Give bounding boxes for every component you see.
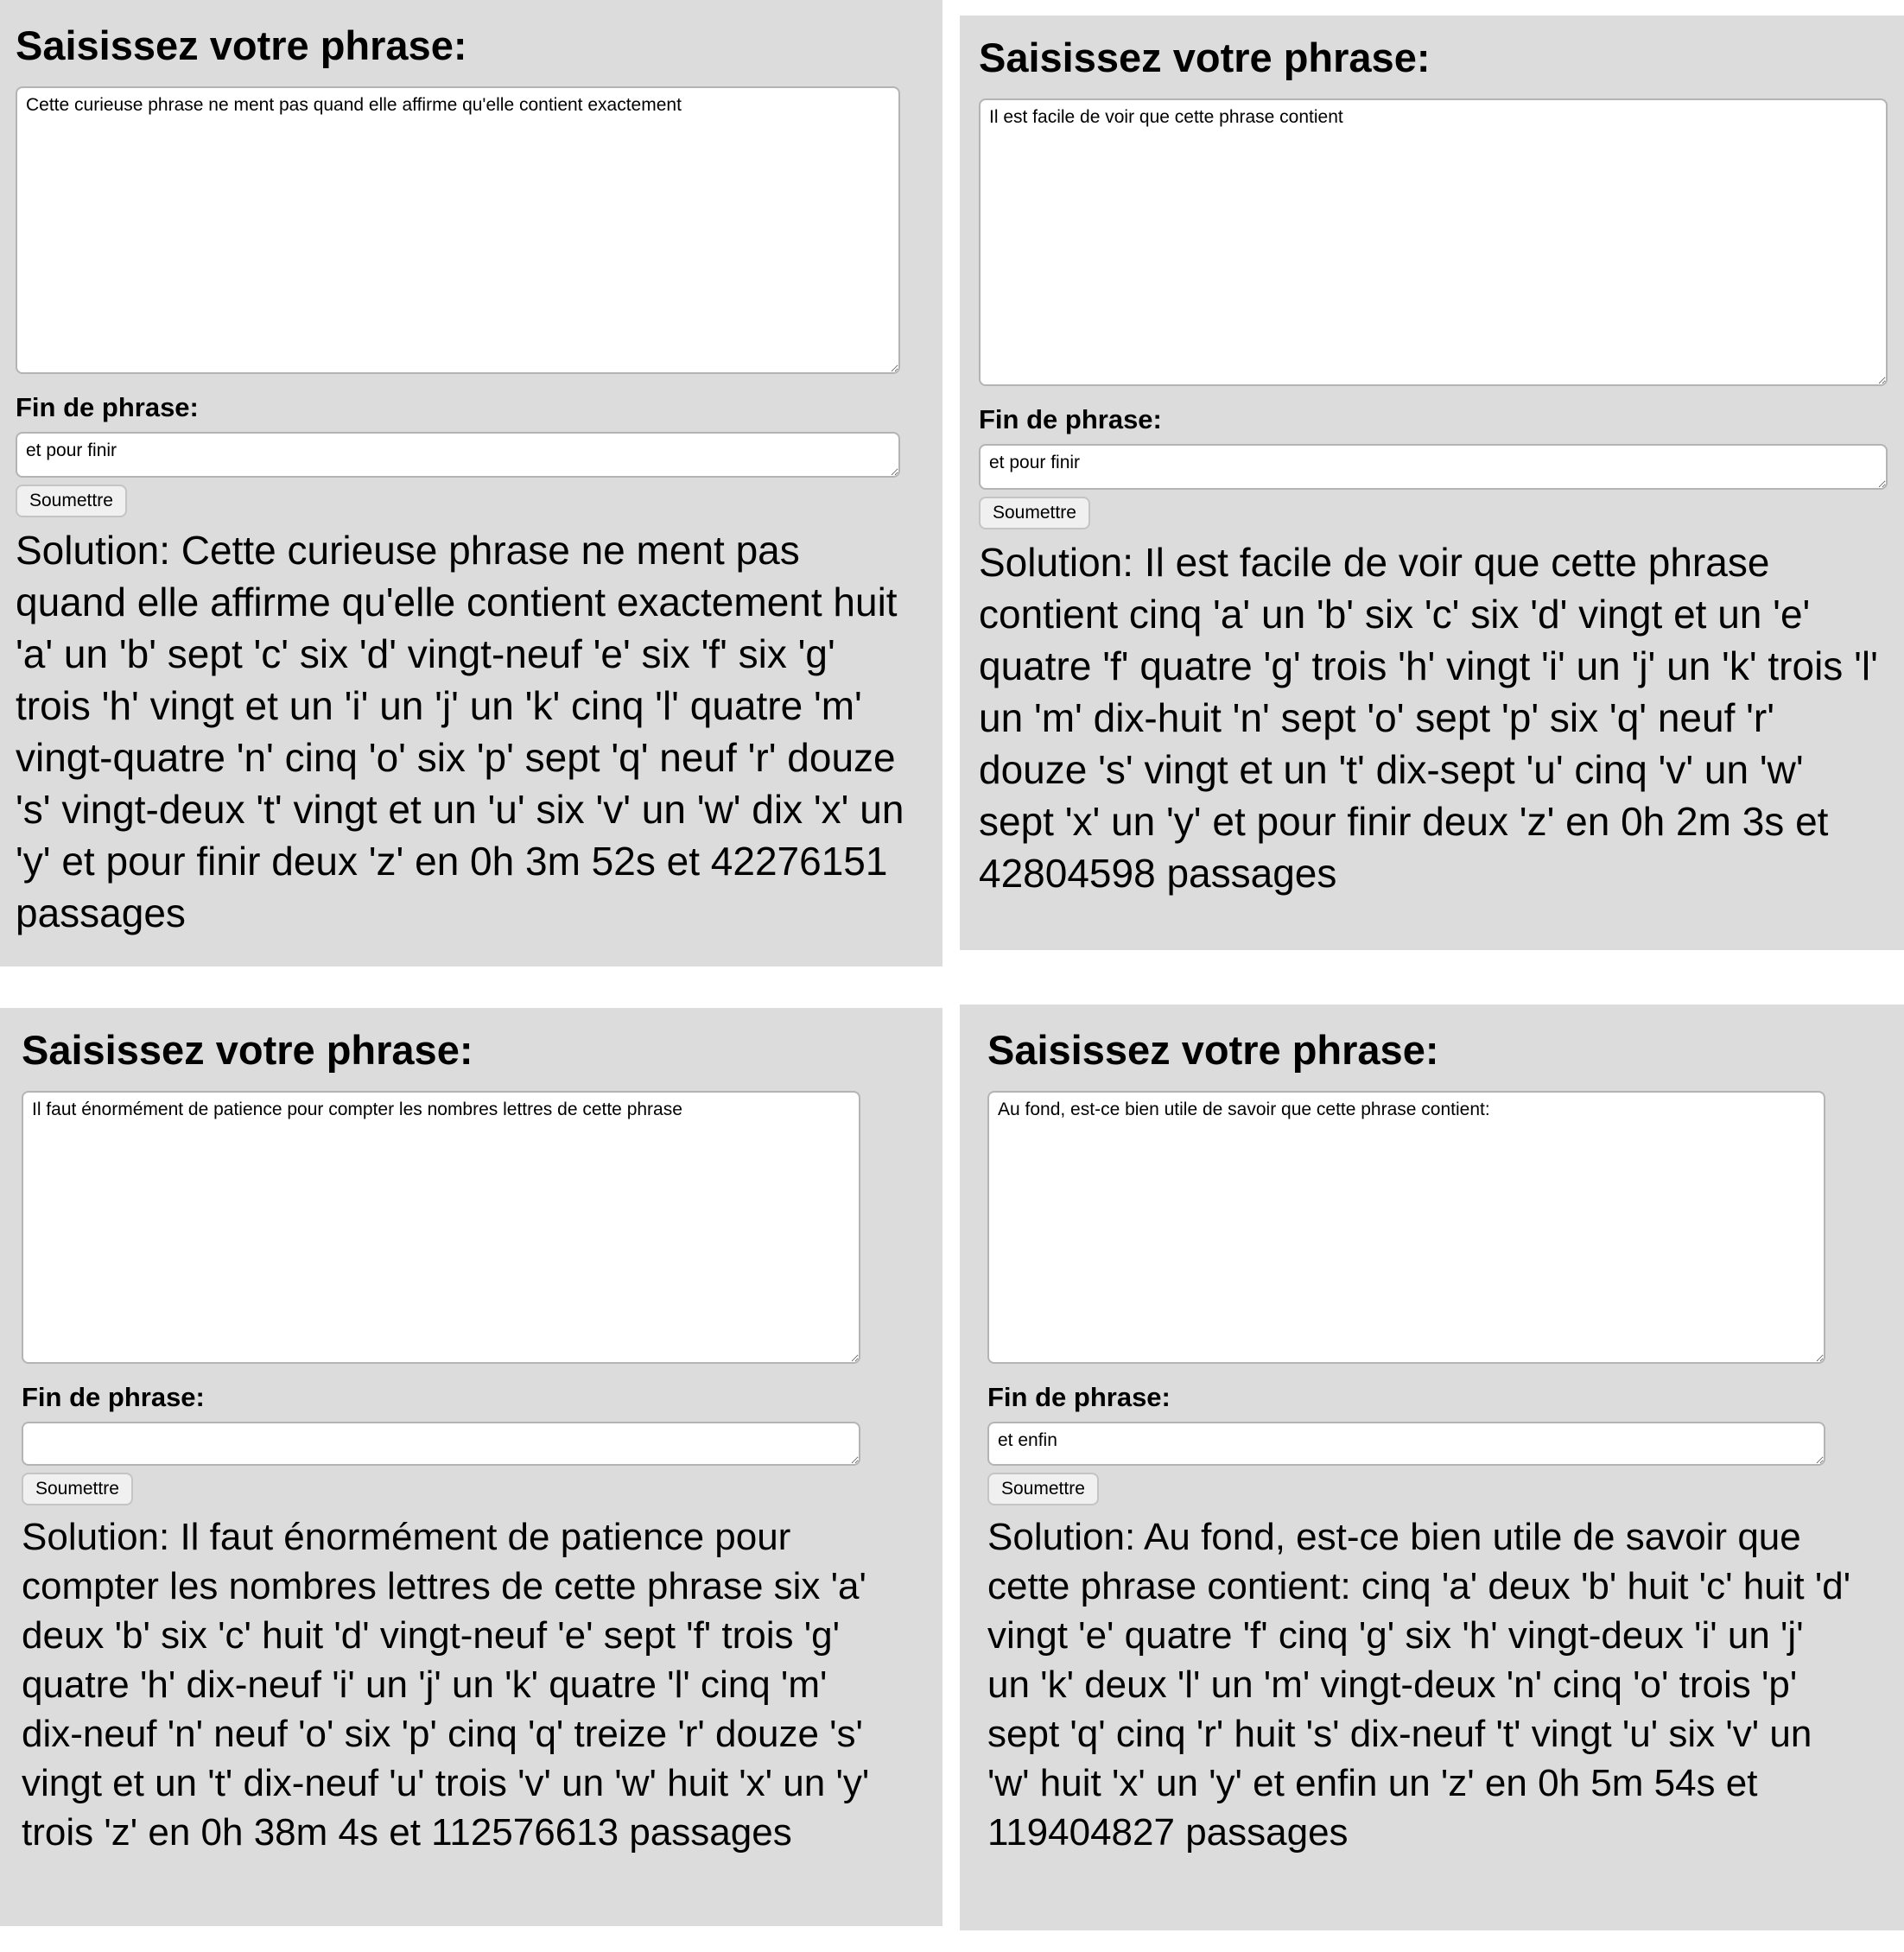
end-phrase-input[interactable]: [16, 432, 900, 478]
end-phrase-label: Fin de phrase:: [979, 404, 1162, 434]
form-panel-2: [960, 16, 1904, 950]
end-phrase-input[interactable]: [987, 1422, 1825, 1466]
end-phrase-label: Fin de phrase:: [987, 1382, 1171, 1412]
submit-button[interactable]: Soumettre: [16, 485, 127, 517]
end-phrase-label: Fin de phrase:: [16, 392, 199, 422]
phrase-input[interactable]: [22, 1091, 860, 1364]
phrase-input[interactable]: [979, 98, 1888, 386]
solution-text: Solution: Il faut énormément de patience pour compter les nombres lettres de cette phrase six 'a' deux 'b' six 'c' huit 'd' vingt-neuf 'e' sept 'f' trois 'g' quatre 'h' dix-neuf 'i' un 'j' un 'k' quatre 'l' cinq 'm' dix-neuf 'n' neuf 'o' six 'p' cinq 'q' treize 'r' douze 's' vingt et un 't' dix-neuf 'u' trois 'v' un 'w' huit 'x' un 'y' trois 'z' en 0h 38m 4s et 112576613 passages: [22, 1516, 891, 1854]
submit-button[interactable]: Soumettre: [22, 1473, 133, 1505]
end-phrase-label: Fin de phrase:: [22, 1382, 205, 1412]
form-panel-3: [0, 1008, 942, 1926]
page-title: Saisissez votre phrase:: [987, 1027, 1439, 1073]
form-panel-4: [960, 1005, 1904, 1930]
phrase-input[interactable]: [16, 86, 900, 374]
end-phrase-input[interactable]: [979, 444, 1888, 490]
form-panel-1: [0, 0, 942, 966]
solution-text: Solution: Il est facile de voir que cette phrase contient cinq 'a' un 'b' six 'c' six 'd' vingt et un 'e' quatre 'f' quatre 'g' trois 'h' vingt 'i' un 'j' un 'k' trois 'l' un 'm' dix-huit 'n' sept 'o' sept 'p' six 'q' neuf 'r' douze 's' vingt et un 't' dix-sept 'u' cinq 'v' un 'w' sept 'x' un 'y' et pour finir deux 'z' en 0h 2m 3s et 42804598 passages: [979, 540, 1889, 896]
end-phrase-input[interactable]: [22, 1422, 860, 1466]
phrase-input[interactable]: [987, 1091, 1825, 1364]
solution-text: Solution: Au fond, est-ce bien utile de savoir que cette phrase contient: cinq 'a' deux 'b' huit 'c' huit 'd' vingt 'e' quatre 'f' cinq 'g' six 'h' vingt-deux 'i' un 'j' un 'k' deux 'l' un 'm' vingt-deux 'n' cinq 'o' trois 'p' sept 'q' cinq 'r' huit 's' dix-neuf 't' vingt 'u' six 'v' un 'w' huit 'x' un 'y' et enfin un 'z' en 0h 5m 54s et 119404827 passages: [987, 1516, 1862, 1854]
solution-text: Solution: Cette curieuse phrase ne ment pas quand elle affirme qu'elle contient exactement huit 'a' un 'b' sept 'c' six 'd' vingt-neuf 'e' six 'f' six 'g' trois 'h' vingt et un 'i' un 'j' un 'k' cinq 'l' quatre 'm' vingt-quatre 'n' cinq 'o' six 'p' sept 'q' neuf 'r' douze 's' vingt-deux 't' vingt et un 'u' six 'v' un 'w' dix 'x' un 'y' et pour finir deux 'z' en 0h 3m 52s et 42276151 passages: [16, 528, 916, 935]
submit-button[interactable]: Soumettre: [979, 497, 1090, 529]
page-title: Saisissez votre phrase:: [22, 1027, 473, 1073]
submit-button[interactable]: Soumettre: [987, 1473, 1099, 1505]
page-title: Saisissez votre phrase:: [16, 22, 467, 68]
page-title: Saisissez votre phrase:: [979, 35, 1431, 80]
